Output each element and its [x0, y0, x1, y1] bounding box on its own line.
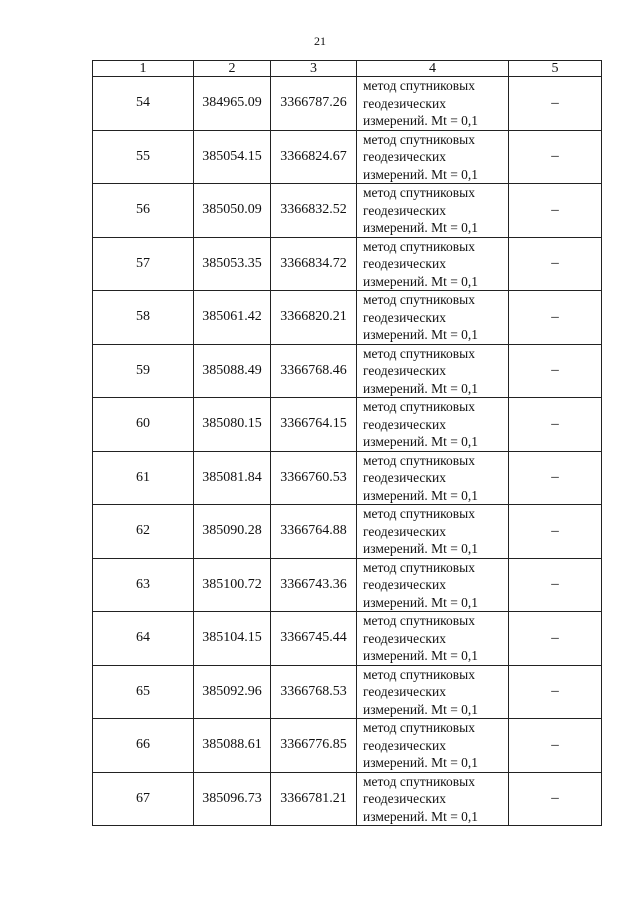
- point-number-cell: 56: [93, 184, 194, 238]
- table-row: [93, 398, 602, 452]
- x-coordinate-cell: 385104.15: [194, 612, 271, 666]
- column-5-cell: –: [509, 451, 602, 505]
- table-row: [93, 291, 602, 345]
- column-5-cell: –: [509, 77, 602, 131]
- table-row: [93, 719, 602, 773]
- method-line-3: измерений. Mt = 0,1: [363, 648, 479, 663]
- header-cell-3: 3: [271, 61, 357, 77]
- method-line-2: геодезических: [363, 630, 446, 646]
- header-cell-2: 2: [194, 61, 271, 77]
- point-number-cell: 62: [93, 505, 194, 559]
- point-number-cell: 54: [93, 77, 194, 131]
- method-description-cell: [357, 719, 509, 773]
- y-coordinate-cell: 3366776.85: [271, 719, 357, 773]
- point-number-cell: 59: [93, 344, 194, 398]
- method-line-2: геодезических: [363, 149, 446, 164]
- method-line-3: измерений. Mt = 0,1: [363, 434, 479, 449]
- x-coordinate-cell: 385080.15: [194, 398, 271, 452]
- method-line-3: измерений. Mt = 0,1: [363, 541, 479, 556]
- method-line-1: метод спутниковых: [363, 559, 475, 575]
- column-5-cell: –: [509, 184, 602, 238]
- y-coordinate-cell: 3366834.72: [271, 237, 357, 291]
- method-line-3: измерений. Mt = 0,1: [363, 380, 479, 396]
- y-coordinate-cell: 3366743.36: [271, 558, 357, 612]
- method-description-cell: [357, 665, 509, 719]
- y-coordinate-cell: 3366764.88: [271, 505, 357, 559]
- method-line-3: измерений. Mt = 0,1: [363, 166, 479, 182]
- y-coordinate-cell: 3366764.15: [271, 398, 357, 452]
- table-row: [93, 77, 602, 131]
- x-coordinate-cell: 385090.28: [194, 505, 271, 559]
- y-coordinate-cell: 3366768.53: [271, 665, 357, 719]
- column-5-cell: –: [509, 291, 602, 345]
- header-cell-1: 1: [93, 61, 194, 77]
- method-line-2: геодезических: [363, 256, 446, 271]
- method-description-cell: [357, 344, 509, 398]
- column-5-cell: –: [509, 237, 602, 291]
- method-line-1: метод спутниковых: [363, 78, 475, 93]
- table-row: [93, 558, 602, 612]
- method-description-cell: [357, 291, 509, 345]
- column-5-cell: –: [509, 130, 602, 184]
- x-coordinate-cell: 385053.35: [194, 237, 271, 291]
- column-5-cell: –: [509, 665, 602, 719]
- method-line-3: измерений. Mt = 0,1: [363, 808, 479, 824]
- point-number-cell: 58: [93, 291, 194, 345]
- x-coordinate-cell: 385061.42: [194, 291, 271, 345]
- x-coordinate-cell: 385088.49: [194, 344, 271, 398]
- method-line-2: геодезических: [363, 791, 446, 806]
- method-line-3: измерений. Mt = 0,1: [363, 755, 479, 770]
- y-coordinate-cell: 3366832.52: [271, 184, 357, 238]
- x-coordinate-cell: 385050.09: [194, 184, 271, 238]
- method-line-2: геодезических: [363, 523, 446, 539]
- method-line-2: геодезических: [363, 363, 446, 378]
- method-line-2: геодезических: [363, 416, 446, 432]
- method-line-2: геодезических: [363, 684, 446, 699]
- x-coordinate-cell: 385100.72: [194, 558, 271, 612]
- point-number-cell: 57: [93, 237, 194, 291]
- method-line-1: метод спутниковых: [363, 292, 475, 307]
- method-line-3: измерений. Mt = 0,1: [363, 273, 479, 289]
- point-number-cell: 63: [93, 558, 194, 612]
- column-5-cell: –: [509, 344, 602, 398]
- method-line-3: измерений. Mt = 0,1: [363, 594, 479, 610]
- method-line-3: измерений. Mt = 0,1: [363, 113, 479, 128]
- method-line-2: геодезических: [363, 309, 446, 325]
- point-number-cell: 65: [93, 665, 194, 719]
- x-coordinate-cell: 385096.73: [194, 772, 271, 826]
- method-line-1: метод спутниковых: [363, 613, 475, 628]
- method-line-3: измерений. Mt = 0,1: [363, 701, 479, 717]
- page-number: 21: [314, 34, 326, 48]
- point-number-cell: 67: [93, 772, 194, 826]
- y-coordinate-cell: 3366787.26: [271, 77, 357, 131]
- method-description-cell: [357, 398, 509, 452]
- y-coordinate-cell: 3366824.67: [271, 130, 357, 184]
- method-line-1: метод спутниковых: [363, 720, 475, 735]
- method-description-cell: [357, 451, 509, 505]
- method-line-1: метод спутниковых: [363, 452, 475, 468]
- header-cell-5: 5: [509, 61, 602, 77]
- point-number-cell: 60: [93, 398, 194, 452]
- point-number-cell: 55: [93, 130, 194, 184]
- method-line-3: измерений. Mt = 0,1: [363, 220, 479, 235]
- x-coordinate-cell: 385088.61: [194, 719, 271, 773]
- column-5-cell: –: [509, 772, 602, 826]
- method-description-cell: [357, 130, 509, 184]
- coordinates-table: [92, 60, 602, 826]
- method-line-1: метод спутниковых: [363, 185, 475, 200]
- point-number-cell: 64: [93, 612, 194, 666]
- y-coordinate-cell: 3366781.21: [271, 772, 357, 826]
- method-description-cell: [357, 505, 509, 559]
- point-number-cell: 61: [93, 451, 194, 505]
- method-line-1: метод спутниковых: [363, 238, 475, 254]
- table-row: [93, 184, 602, 238]
- method-description-cell: [357, 184, 509, 238]
- x-coordinate-cell: 385092.96: [194, 665, 271, 719]
- method-line-2: геодезических: [363, 202, 446, 218]
- x-coordinate-cell: 384965.09: [194, 77, 271, 131]
- table-row: [93, 344, 602, 398]
- table-row: [93, 612, 602, 666]
- method-description-cell: [357, 237, 509, 291]
- method-line-3: измерений. Mt = 0,1: [363, 487, 479, 503]
- x-coordinate-cell: 385081.84: [194, 451, 271, 505]
- column-5-cell: –: [509, 398, 602, 452]
- method-line-2: геодезических: [363, 577, 446, 592]
- header-cell-4: 4: [357, 61, 509, 77]
- y-coordinate-cell: 3366745.44: [271, 612, 357, 666]
- method-line-1: метод спутниковых: [363, 399, 475, 414]
- method-line-1: метод спутниковых: [363, 131, 475, 147]
- column-5-cell: –: [509, 505, 602, 559]
- method-line-2: геодезических: [363, 95, 446, 111]
- table-row: [93, 451, 602, 505]
- column-5-cell: –: [509, 612, 602, 666]
- header-row: [93, 61, 602, 77]
- method-description-cell: [357, 77, 509, 131]
- method-line-2: геодезических: [363, 737, 446, 753]
- y-coordinate-cell: 3366760.53: [271, 451, 357, 505]
- y-coordinate-cell: 3366768.46: [271, 344, 357, 398]
- method-line-1: метод спутниковых: [363, 345, 475, 361]
- method-description-cell: [357, 558, 509, 612]
- point-number-cell: 66: [93, 719, 194, 773]
- table-row: [93, 237, 602, 291]
- x-coordinate-cell: 385054.15: [194, 130, 271, 184]
- table-row: [93, 130, 602, 184]
- table-row: [93, 665, 602, 719]
- table-row: [93, 772, 602, 826]
- table-body: [93, 77, 602, 826]
- table-row: [93, 505, 602, 559]
- y-coordinate-cell: 3366820.21: [271, 291, 357, 345]
- method-description-cell: [357, 772, 509, 826]
- method-line-2: геодезических: [363, 470, 446, 485]
- method-line-1: метод спутниковых: [363, 506, 475, 521]
- column-5-cell: –: [509, 558, 602, 612]
- column-5-cell: –: [509, 719, 602, 773]
- table-header: [93, 61, 602, 77]
- method-line-1: метод спутниковых: [363, 773, 475, 789]
- method-description-cell: [357, 612, 509, 666]
- method-line-1: метод спутниковых: [363, 666, 475, 682]
- method-line-3: измерений. Mt = 0,1: [363, 327, 479, 342]
